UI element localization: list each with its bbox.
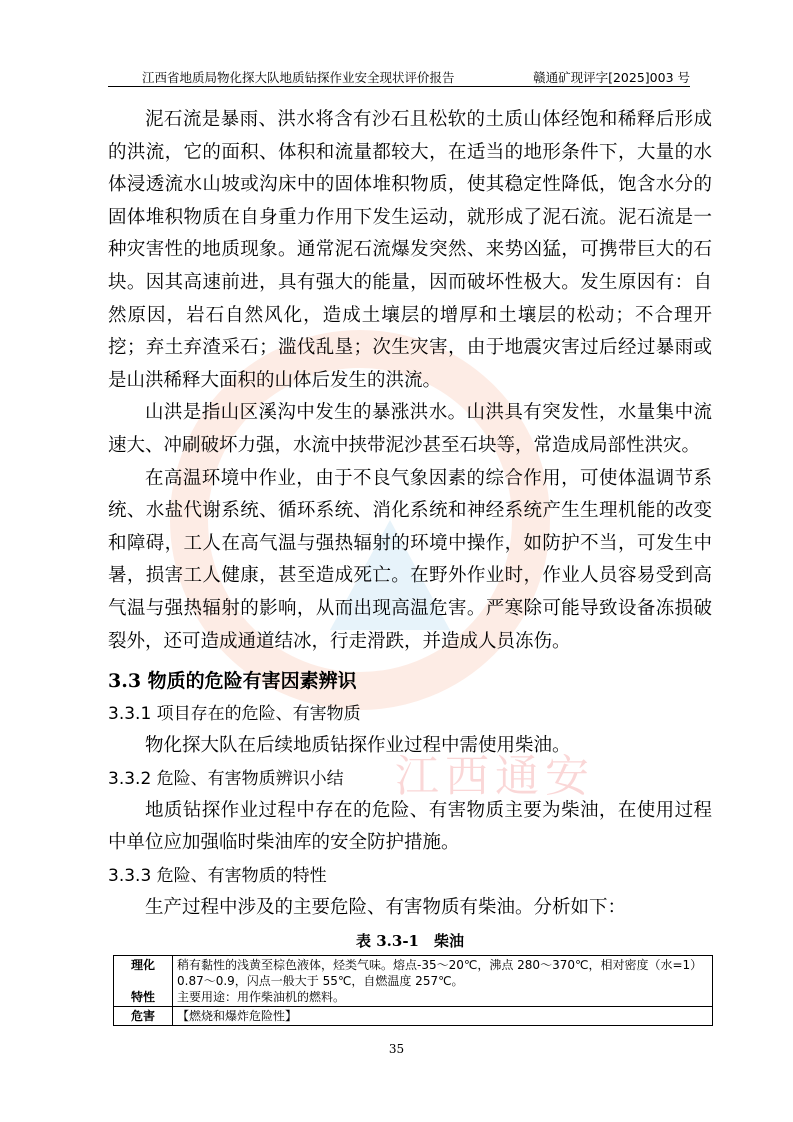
section-heading-3-3-3: 3.3.3 危险、有害物质的特性 [108,865,327,886]
table-row [114,956,713,1007]
paragraph-analysis: 生产过程中涉及的主要危险、有害物质有柴油。分析如下： [145,896,627,918]
table-label-hazard: 危害 [114,1007,173,1026]
table-label-properties [114,956,173,1007]
table-row [114,1007,713,1026]
table-cell-text: 主要用途：用作柴油机的燃料。 [177,990,346,1004]
paragraph-summary: 地质钻探作业过程中存在的危险、有害物质主要为柴油，在使用过程中单位应加强临时柴油库的安全防护措施。 [108,799,712,854]
diesel-properties-table [113,955,713,1026]
paragraph-debris-flow: 泥石流是暴雨、洪水将含有沙石且松软的土质山体经饱和稀释后形成的洪流，它的面积、体积和流量都较大，在适当的地形条件下，大量的水体浸透流水山坡或沟床中的固体堆积物质，使其稳定性降低，饱含水分的固体堆积物质在自身重力作用下发生运动，就形成了泥石流。泥石流是一种灾害性的地质现象。通常泥石流爆发突然、来势凶猛，可携带巨大的石块。因其高速前进，具有强大的能量，因而破坏性极大。发生原因有：自然原因，岩石自然风化，造成土壤层的增厚和土壤层的松动；不合理开挖；弃土弃渣采石；滥伐乱垦；次生灾害，由于地震灾害过后经过暴雨或是山洪稀释大面积的山体后发生的洪流。 [108,109,712,391]
table-caption: 表 3.3-1 柴油 [356,932,464,950]
table-cell-hazard: 【燃烧和爆炸危险性】 [173,1007,713,1026]
header-report-number: 赣通矿现评字[2025]003 号 [533,70,690,85]
document-body [108,104,712,924]
table-cell-properties [173,956,713,1007]
watermark-text: 江西通安 [395,751,595,802]
page-number: 35 [388,1042,405,1056]
table-cell-text: 稍有黏性的浅黄至棕色液体，烃类气味。熔点-35～20℃，沸点 280～370℃，相对密度（水=1） 0.87～0.9，闪点一般大于 55℃，自燃温度 257℃。 [177,958,703,988]
table-label-part: 理化 [130,958,155,972]
section-heading-3-3-2: 3.3.2 危险、有害物质辨识小结 [108,768,344,789]
page-header [108,66,690,87]
table-label-part: 特性 [130,990,155,1004]
paragraph-high-temperature: 在高温环境中作业，由于不良气象因素的综合作用，可使体温调节系统、水盐代谢系统、循环系统、消化系统和神经系统产生生理机能的改变和障碍，工人在高气温与强热辐射的环境中操作，如防护不当，可发生中暑，损害工人健康，甚至造成死亡。在野外作业时，作业人员容易受到高气温与强热辐射的影响，从而出现高温危害。严寒除可能导致设备冻损破裂外，还可造成通道结冰，行走滑跌，并造成人员冻伤。 [108,467,712,652]
header-report-title: 江西省地质局物化探大队地质钻探作业安全现状评价报告 [142,70,455,85]
paragraph-substances: 物化探大队在后续地质钻探作业过程中需使用柴油。 [145,735,571,757]
section-heading-3-3: 3.3 物质的危险有害因素辨识 [108,670,357,693]
paragraph-flash-flood: 山洪是指山区溪沟中发生的暴涨洪水。山洪具有突发性，水量集中流速大、冲刷破坏力强，水流中挟带泥沙甚至石块等，常造成局部性洪灾。 [108,402,712,456]
section-heading-3-3-1: 3.3.1 项目存在的危险、有害物质 [108,704,361,725]
